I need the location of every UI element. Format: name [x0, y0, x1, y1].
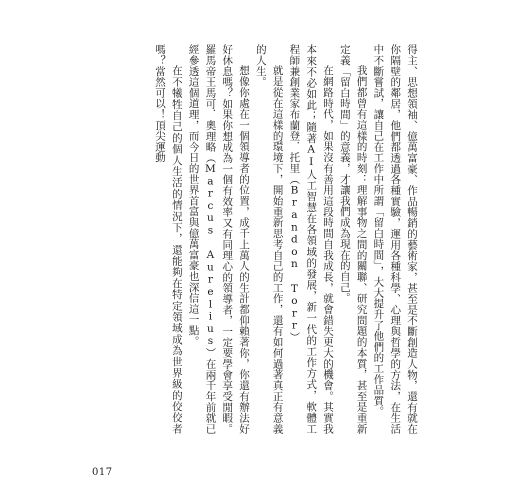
paragraph: 想像你處在一個領導者的位置，成千上萬人的生計都仰賴著你，你還有辦法好好休息嗎？如果你想成為一個有效率又有同理心的領導者，一定要學會享受閒暇。羅馬帝王馬可．奧理略（Marcus Aurelius）在兩千年前就已經參透這個道理，而今日的世界首富與億萬富豪也深信這一點。 [187, 44, 251, 434]
paragraph: 在不犧牲自己的個人生活的情況下，還能夠在特定領域成為世界級的佼佼者嗎？當然可以！頂尖運動 [154, 44, 183, 434]
paragraph: 就是從在這樣的環境下，開始重新思考自己的工作，還有如何過著真正有意義的人生。 [254, 44, 284, 434]
paragraph: 得主、思想領袖、億萬富豪、作品暢銷的藝術家，甚至是不斷創造人物，還有就在你隔壁的鄰居，他們都透過各種實驗，運用各種科學、心理與哲學的方法，在生活中不斷嘗試，讓自己在工作中所謂「留白時間」，大大提升了他們的工作品質。 [372, 44, 418, 434]
paragraph: 在網路時代，如果沒有善用這段時間自我成長，就會錯失更大的機會。其實我本來不必如此；隨著AI人工智慧在各領域的發展，新一代的工作方式，軟體工程師兼創業家布蘭登．托里（Brandon Torr） [288, 44, 335, 434]
body-text [151, 44, 420, 434]
page-number: 017 [92, 467, 113, 478]
paragraph: 我們都曾有這樣的時刻：理解事物之間的關聯、研究問題的本質，甚至是重新定義「留白時間」的意義，才讓我們成為現在的自己。 [338, 44, 368, 434]
